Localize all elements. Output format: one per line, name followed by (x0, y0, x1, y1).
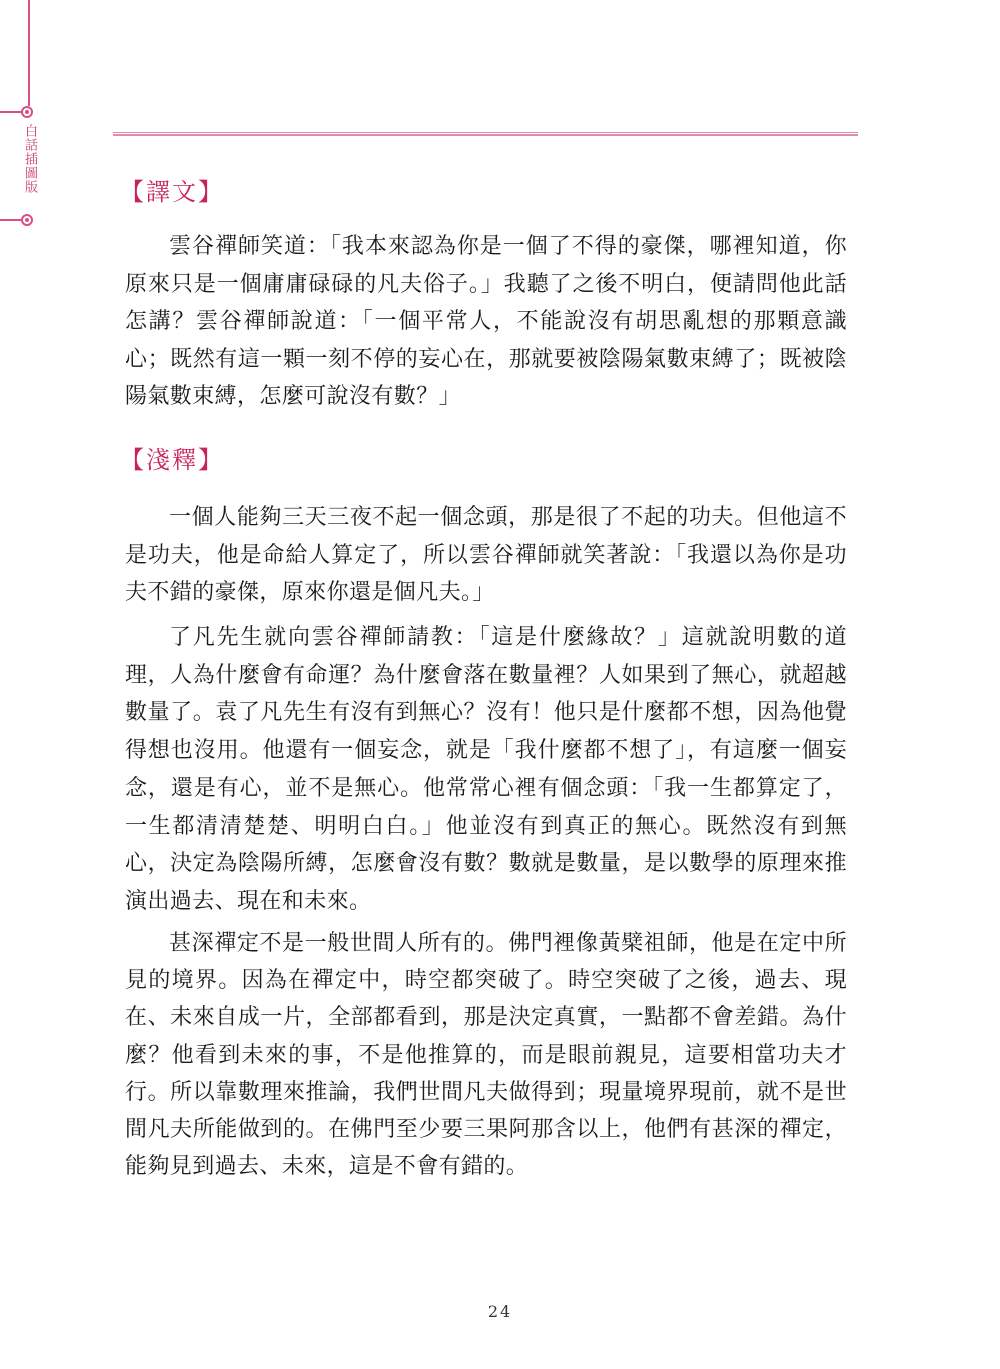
ornament-circle-icon (21, 106, 33, 118)
section-heading-translation: 【譯文】 (120, 178, 224, 206)
side-tab-label: 白話插圖版 (22, 124, 37, 194)
commentary-paragraph: 了凡先生就向雲谷禪師請教：「這是什麼緣故？」這就說明數的道理，人為什麼會有命運？為什麼會落在數量裡？人如果到了無心，就超越數量了。袁了凡先生有沒有到無心？沒有！他只是什麼都不想，因為他覺得想也沒用。他還有一個妄念，就是「我什麼都不想了」，有這麼一個妄念，還是有心，並不是無心。他常常心裡有個念頭：「我一生都算定了，一生都清清楚楚、明明白白。」他並沒有到真正的無心。既然沒有到無心，決定為陰陽所縛，怎麼會沒有數？數就是數量，是以數學的原理來推演出過去、現在和未來。 (125, 625, 847, 914)
commentary-paragraph: 甚深禪定不是一般世間人所有的。佛門裡像黃檗祖師，他是在定中所見的境界。因為在禪定中，時空都突破了。時空突破了之後，過去、現在、未來自成一片，全部都看到，那是決定真實，一點都不會差錯。為什麼？他看到未來的事，不是他推算的，而是眼前親見，這要相當功夫才行。所以靠數理來推論，我們世間凡夫做得到；現量境界現前，就不是世間凡夫所能做到的。在佛門至少要三果阿那含以上，他們有甚深的禪定，能夠見到過去、未來，這是不會有錯的。 (125, 931, 847, 1180)
ornament-circle-icon (21, 214, 33, 226)
commentary-paragraph: 一個人能夠三天三夜不起一個念頭，那是很了不起的功夫。但他這不是功夫，他是命給人算定了，所以雲谷禪師就笑著說：「我還以為你是功夫不錯的豪傑，原來你還是個凡夫。」 (125, 505, 847, 606)
side-horizontal-line (0, 111, 22, 113)
side-horizontal-line (0, 219, 22, 221)
side-vertical-line (28, 0, 30, 106)
section-heading-commentary: 【淺釋】 (120, 446, 224, 474)
translation-paragraph: 雲谷禪師笑道：「我本來認為你是一個了不得的豪傑，哪裡知道，你原來只是一個庸庸碌碌的凡夫俗子。」我聽了之後不明白，便請問他此話怎講？雲谷禪師說道：「一個平常人，不能說沒有胡思亂想的那顆意識心；既然有這一顆一刻不停的妄心在，那就要被陰陽氣數束縛了；既被陰陽氣數束縛，怎麼可說沒有數？」 (125, 234, 847, 410)
header-rule (113, 132, 858, 136)
page-number: 24 (487, 1302, 513, 1321)
